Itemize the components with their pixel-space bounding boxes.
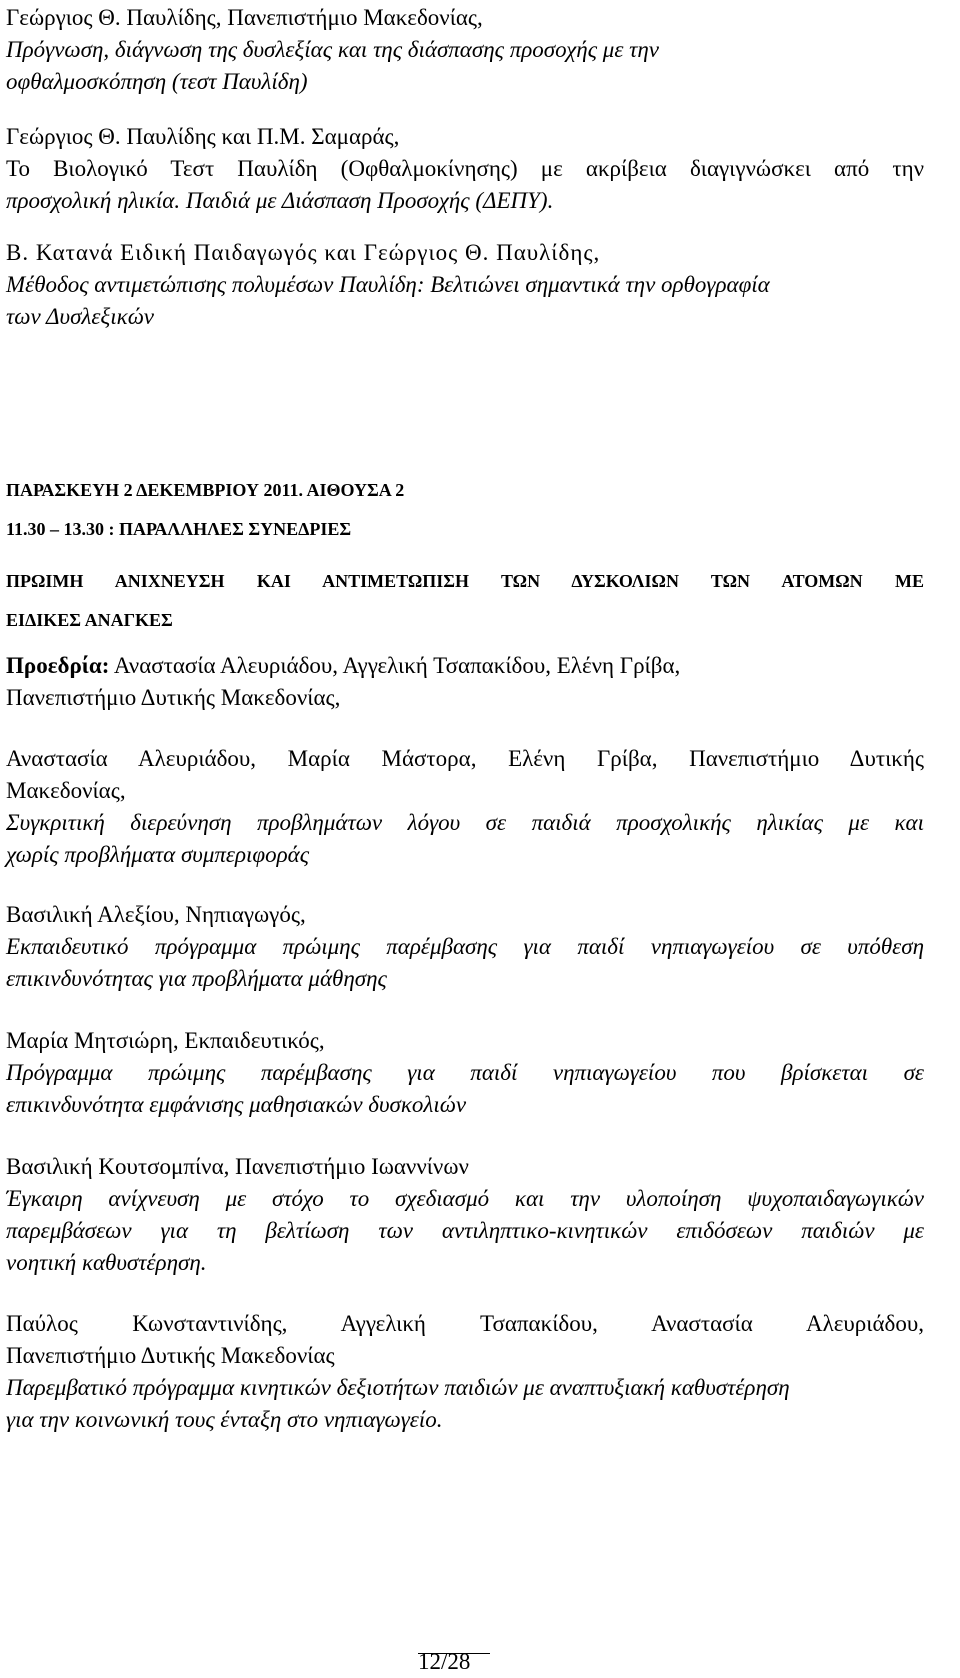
entry-title-line: για την κοινωνική τους ένταξη στο νηπιαγωγείο. bbox=[6, 1407, 443, 1432]
entry-author: Γεώργιος Θ. Παυλίδης, Πανεπιστήμιο Μακεδονίας, bbox=[6, 5, 483, 30]
entry-author: Β. Κατανά Ειδική Παιδαγωγός και Γεώργιος Θ. Παυλίδης, bbox=[6, 240, 601, 265]
entry-title-line: των Δυσλεξικών bbox=[6, 304, 154, 329]
entry-author: Παύλος Κωνσταντινίδης, Αγγελική Τσαπακίδου, Αναστασία Αλευριάδου, bbox=[6, 1311, 924, 1336]
chair-label: Προεδρία: bbox=[6, 653, 110, 678]
entry-author: Πανεπιστήμιο Δυτικής Μακεδονίας bbox=[6, 1343, 335, 1368]
entry-title-line: οφθαλμοσκόπηση (τεστ Παυλίδη) bbox=[6, 69, 308, 94]
entry-title-line: Μέθοδος αντιμετώπισης πολυμέσων Παυλίδη: Βελτιώνει σημαντικά την ορθογραφία bbox=[6, 272, 770, 297]
entry-title-line: Παρεμβατικό πρόγραμμα κινητικών δεξιοτήτων παιδιών με αναπτυξιακή καθυστέρηση bbox=[6, 1375, 790, 1400]
session-title-line: ΕΙΔΙΚΕΣ ΑΝΑΓΚΕΣ bbox=[6, 610, 173, 630]
entry-title-line: Πρόγραμμα πρώιμης παρέμβασης για παιδί νηπιαγωγείου που βρίσκεται σε bbox=[6, 1060, 924, 1085]
entry-title-line: Εκπαιδευτικό πρόγραμμα πρώιμης παρέμβασης για παιδί νηπιαγωγείου σε υπόθεση bbox=[6, 934, 924, 959]
entry-title-line: Έγκαιρη ανίχνευση με στόχο το σχεδιασμό και την υλοποίηση ψυχοπαιδαγωγικών bbox=[6, 1186, 924, 1211]
entry-author: Μαρία Μητσιώρη, Εκπαιδευτικός, bbox=[6, 1028, 325, 1053]
entry-title-line: Πρόγνωση, διάγνωση της δυσλεξίας και της διάσπασης προσοχής με την bbox=[6, 37, 659, 62]
session-time: 11.30 – 13.30 : ΠΑΡΑΛΛΗΛΕΣ ΣΥΝΕΔΡΙΕΣ bbox=[6, 519, 352, 539]
entry-author: Βασιλική Κουτσομπίνα, Πανεπιστήμιο Ιωαννίνων bbox=[6, 1154, 469, 1179]
entry-title-line: παρεμβάσεων για τη βελτίωση των αντιληπτικο-κινητικών επιδόσεων παιδιών με bbox=[6, 1218, 924, 1243]
entry-author: Γεώργιος Θ. Παυλίδης και Π.Μ. Σαμαράς, bbox=[6, 124, 400, 149]
entry-author: Μακεδονίας, bbox=[6, 778, 126, 803]
entry-title-line: Το Βιολογικό Τεστ Παυλίδη (Οφθαλμοκίνησης) με ακρίβεια διαγιγνώσκει από την bbox=[6, 156, 924, 181]
chair-names: Αναστασία Αλευριάδου, Αγγελική Τσαπακίδου, Ελένη Γρίβα, bbox=[109, 653, 681, 678]
entry-title-line: επικινδυνότητα εμφάνισης μαθησιακών δυσκολιών bbox=[6, 1092, 467, 1117]
entry-paper-2 bbox=[6, 121, 924, 217]
entry-title-line: προσχολική ηλικία. Παιδιά με Διάσπαση Προσοχής (ΔΕΠΥ). bbox=[6, 188, 554, 213]
entry-title-line: Συγκριτική διερεύνηση προβλημάτων λόγου σε παιδιά προσχολικής ηλικίας με και bbox=[6, 810, 924, 835]
entry-paper-4 bbox=[6, 743, 924, 871]
session-title-line: ΠΡΩΙΜΗ ΑΝΙΧΝΕΥΣΗ ΚΑΙ ΑΝΤΙΜΕΤΩΠΙΣΗ ΤΩΝ ΔΥΣΚΟΛΙΩΝ ΤΩΝ ΑΤΟΜΩΝ ΜΕ bbox=[6, 571, 924, 591]
session-chairs bbox=[6, 650, 924, 714]
entry-paper-8 bbox=[6, 1308, 924, 1436]
entry-title-line: χωρίς προβλήματα συμπεριφοράς bbox=[6, 842, 310, 867]
entry-paper-7 bbox=[6, 1151, 924, 1279]
entry-paper-3 bbox=[6, 237, 924, 333]
entry-author: Βασιλική Αλεξίου, Νηπιαγωγός, bbox=[6, 902, 306, 927]
entry-title-line: νοητική καθυστέρηση. bbox=[6, 1250, 207, 1275]
entry-title-line: επικινδυνότητας για προβλήματα μάθησης bbox=[6, 966, 387, 991]
entry-paper-1 bbox=[6, 2, 924, 98]
entry-paper-6 bbox=[6, 1025, 924, 1121]
page-number: 12/28 bbox=[418, 1649, 471, 1674]
entry-author: Αναστασία Αλευριάδου, Μαρία Μάστορα, Ελένη Γρίβα, Πανεπιστήμιο Δυτικής bbox=[6, 746, 924, 771]
entry-paper-5 bbox=[6, 899, 924, 995]
session-date: ΠΑΡΑΣΚΕΥΗ 2 ΔΕΚΕΜΒΡΙΟΥ 2011. ΑΙΘΟΥΣΑ 2 bbox=[6, 480, 405, 500]
chair-affiliation: Πανεπιστήμιο Δυτικής Μακεδονίας, bbox=[6, 685, 341, 710]
